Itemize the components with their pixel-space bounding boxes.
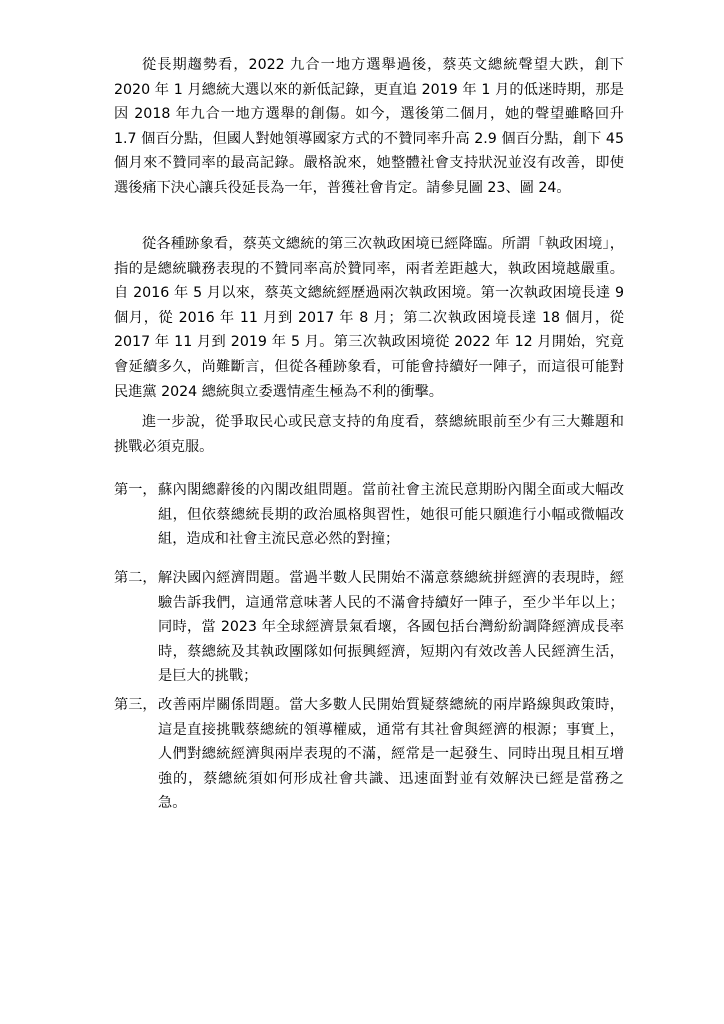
paragraph-three-challenges: 進一步說，從爭取民心或民意支持的角度看，蔡總統眼前至少有三大難題和挑戰必須克服。 [114, 414, 624, 455]
list-item-marker: 第二， [114, 570, 157, 586]
list-item-marker: 第三， [114, 697, 157, 713]
list-item-text: 改善兩岸關係問題。當大多數人民開始質疑蔡總統的兩岸路線與政策時，這是直接挑戰蔡總統的領導權威，通常有其社會與經濟的根源；事實上，人們對總統經濟與兩岸表現的不滿，經常是一起發生、同時出現且相互增強的，蔡總統須如何形成社會共識、迅速面對並有效解決已經是當務之急。 [158, 697, 624, 812]
list-item-first [114, 478, 624, 552]
list-item-marker: 第一， [114, 482, 157, 498]
list-item-text: 解決國內經濟問題。當過半數人民開始不滿意蔡總統拼經濟的表現時，經驗告訴我們，這通常意味著人民的不滿會持續好一陣子，至少半年以上；同時，當 2023 年全球經濟景氣看壞，各國包括台灣紛紛調降經濟成長率時，蔡總統及其執政團隊如何振興經濟，短期內有效改善人民經濟生活，是巨大的挑戰； [158, 570, 624, 685]
list-item-third [114, 693, 624, 816]
list-item-text: 蘇內閣總辭後的內閣改組問題。當前社會主流民意期盼內閣全面或大幅改組，但依蔡總統長期的政治風格與習性，她很可能只願進行小幅或微幅改組，造成和社會主流民意必然的對撞； [158, 482, 624, 548]
paragraph-approval-trend: 從長期趨勢看，2022 九合一地方選舉過後，蔡英文總統聲望大跌，創下 2020 年 1 月總統大選以來的新低記錄，更直追 2019 年 1 月的低迷時期，那是因 2018 年九合一地方選舉的創傷。如今，選後第二個月，她的聲望雖略回升 1.7 個百分點，但國人對她領導國家方式的不贊同率升高 2.9 個百分點，創下 45 個月來不贊同率的最高記錄。嚴格說來，她整體社會支持狀況並沒有改善，即使選後痛下決心讓兵役延長為一年，普獲社會肯定。請參見圖 23、圖 24。 [114, 57, 624, 196]
paragraph-governance-dilemma: 從各種跡象看，蔡英文總統的第三次執政困境已經降臨。所謂「執政困境」，指的是總統職務表現的不贊同率高於贊同率，兩者差距越大，執政困境越嚴重。自 2016 年 5 月以來，蔡英文總統經歷過兩次執政困境。第一次執政困境長達 9 個月，從 2016 年 11 月到 2017 年 8 月；第二次執政困境長達 18 個月，從 2017 年 11 月到 2019 年 5 月。第三次執政困境從 2022 年 12 月開始，究竟會延續多久，尚難斷言，但從各種跡象看，可能會持續好一陣子，而這很可能對民進黨 2024 總統與立委選情產生極為不利的衝擊。 [114, 236, 624, 400]
list-item-second [114, 566, 624, 689]
